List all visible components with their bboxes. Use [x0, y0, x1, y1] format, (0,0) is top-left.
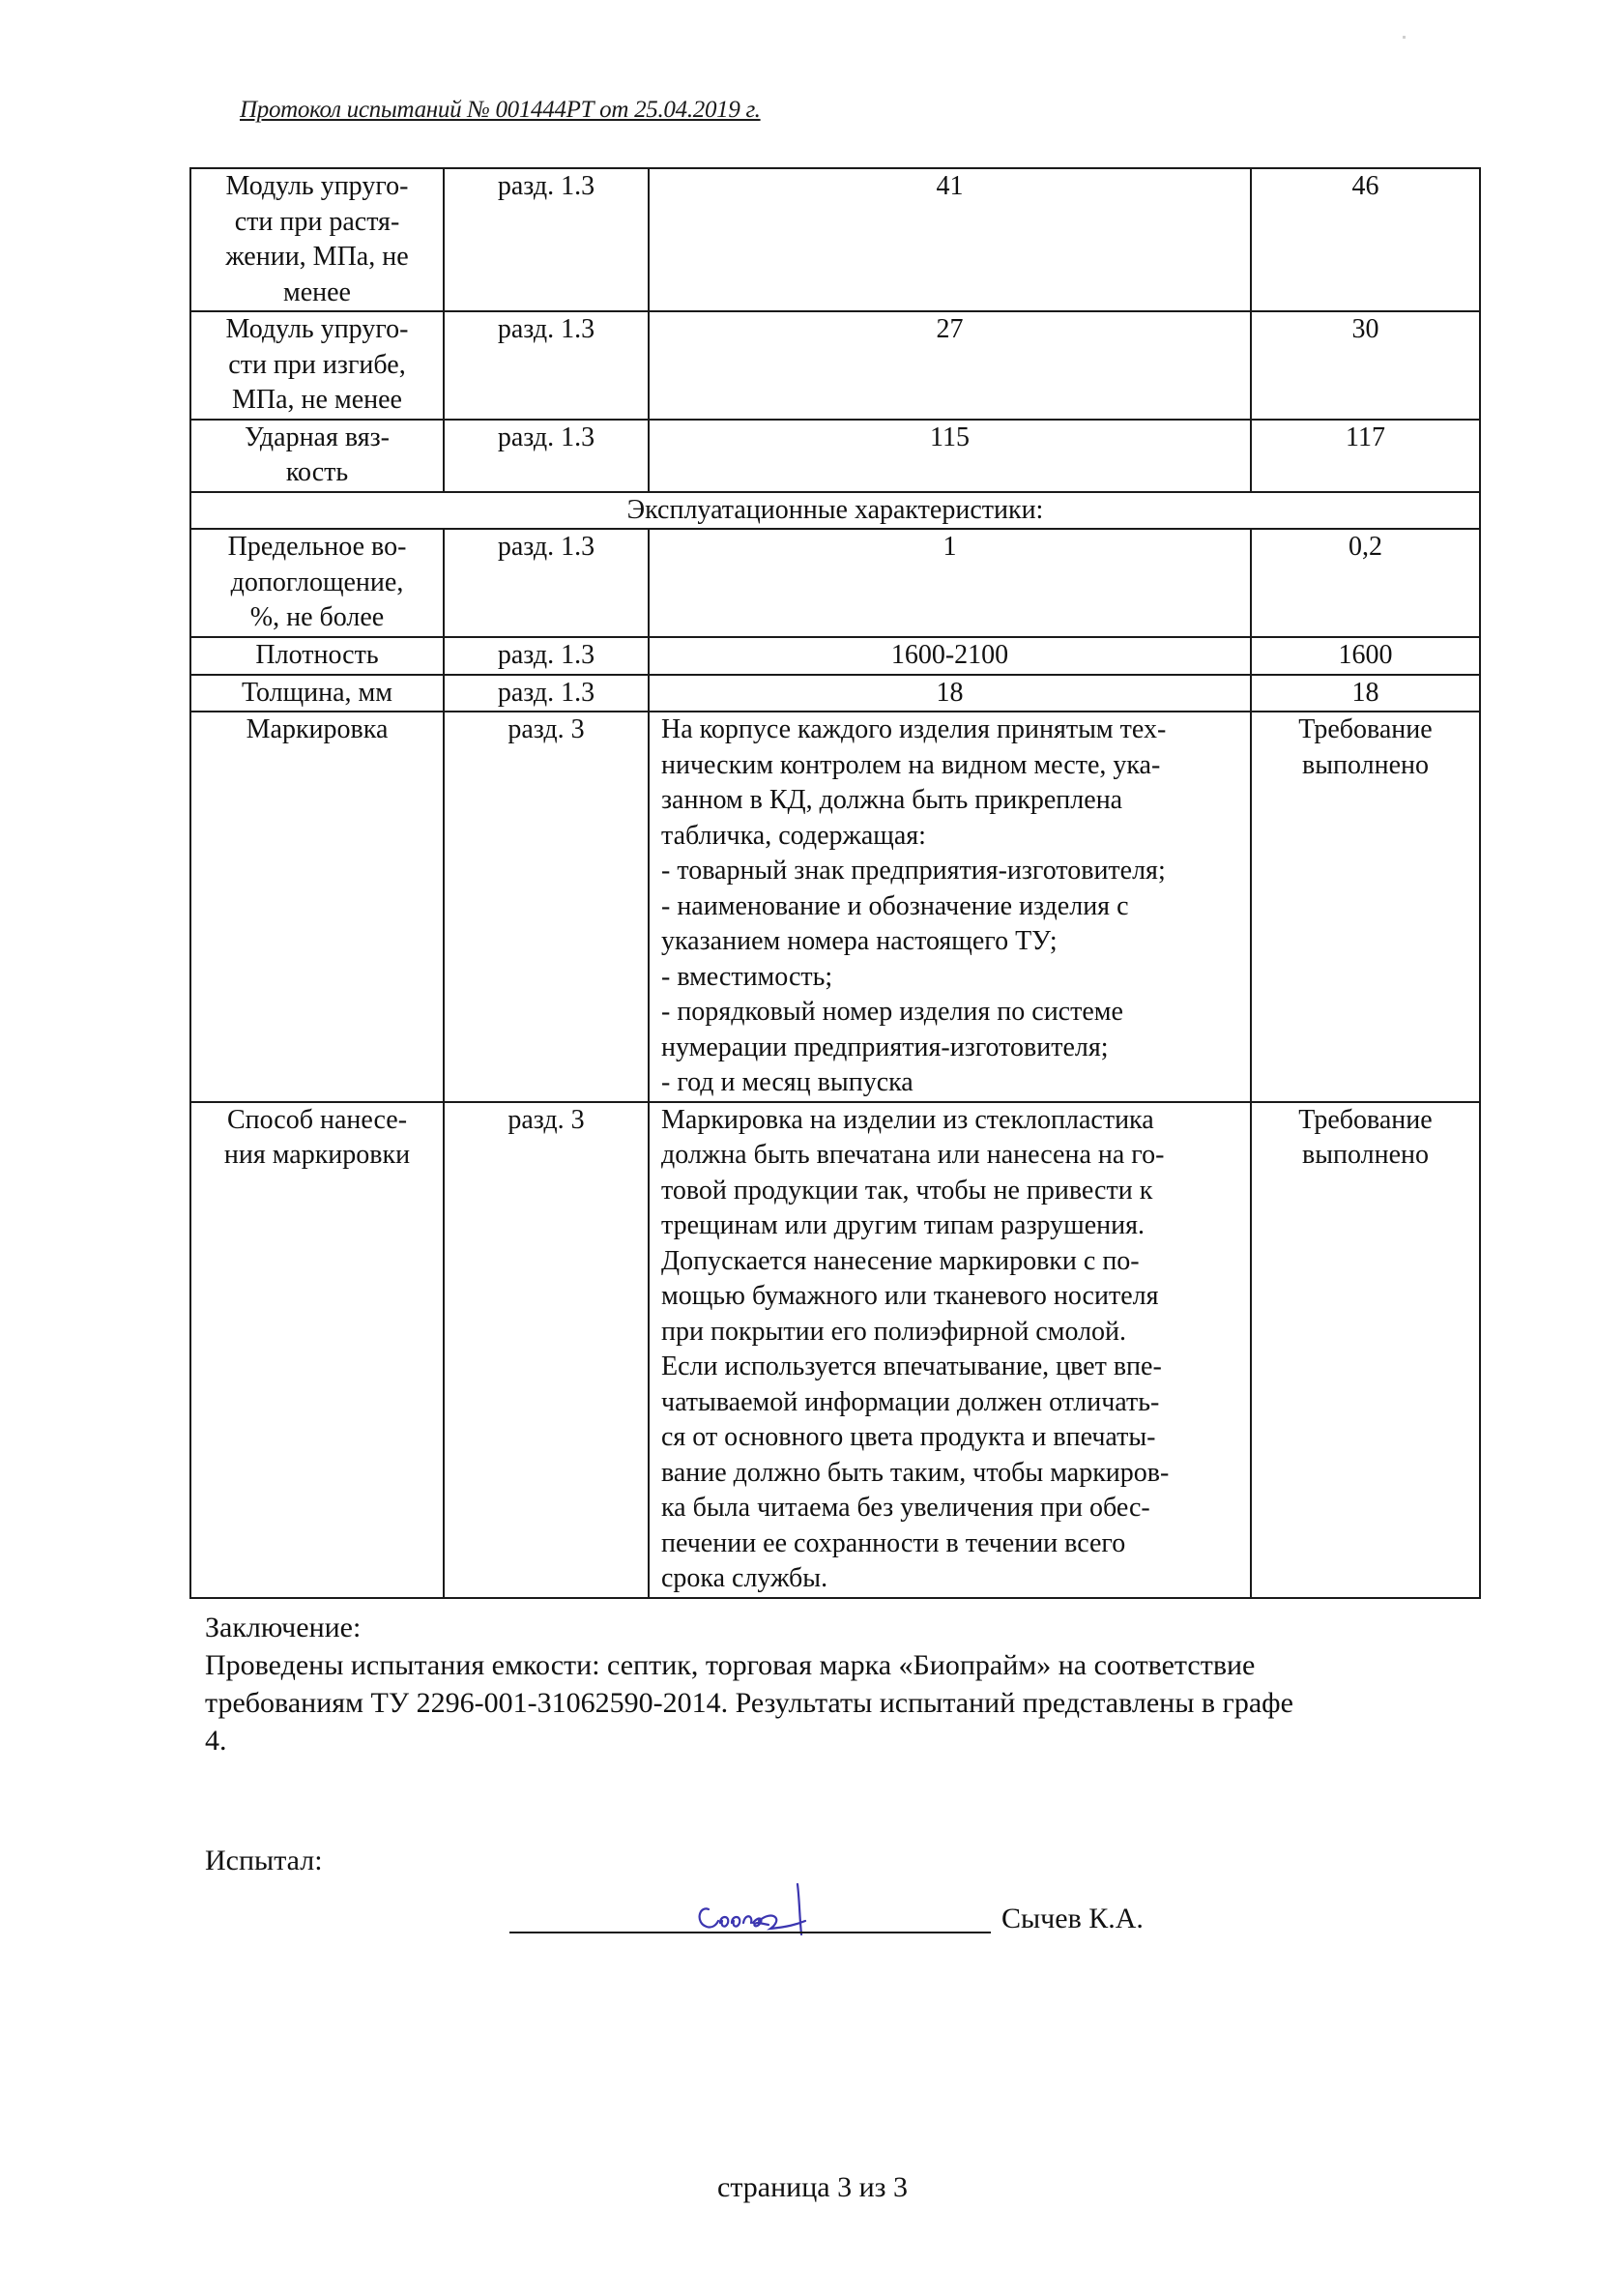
- cell-text-line: Требование: [1298, 1104, 1433, 1135]
- cell-text-line: жении, МПа, не: [225, 242, 409, 272]
- requirement-cell: [649, 168, 1251, 311]
- cell-text-line: 0,2: [1348, 532, 1382, 562]
- parameter-name-cell: [190, 1102, 444, 1598]
- table-row: [190, 637, 1480, 675]
- cell-text-line: - вместимость;: [661, 961, 833, 992]
- cell-text-line: менее: [283, 276, 351, 307]
- requirement-cell: [649, 529, 1251, 637]
- cell-text-line: указанием номера настоящего ТУ;: [661, 926, 1058, 956]
- cell-text-line: 117: [1346, 421, 1385, 452]
- document-section-cell: [444, 637, 649, 675]
- test-results-table: [189, 167, 1481, 1599]
- result-cell: [1251, 420, 1480, 492]
- cell-text-line: ния маркировки: [223, 1140, 411, 1170]
- document-section-cell: [444, 1102, 649, 1598]
- cell-text-line: занном в КД, должна быть прикреплена: [661, 785, 1123, 815]
- cell-text-line: ка была читаема без увеличения при обес-: [661, 1493, 1150, 1523]
- cell-text: разд. 3: [508, 1104, 585, 1135]
- cell-text-line: 46: [1351, 171, 1379, 201]
- cell-text-line: кость: [285, 457, 349, 487]
- cell-text: разд. 1.3: [497, 532, 595, 562]
- requirement-cell: [649, 637, 1251, 675]
- cell-text-line: Способ нанесе-: [226, 1104, 408, 1135]
- cell-text-line: 1600: [1338, 639, 1393, 670]
- requirement-cell: [649, 420, 1251, 492]
- page-number: страница 3 из 3: [717, 2171, 908, 2203]
- table-row: [190, 675, 1480, 712]
- section-heading: Эксплуатационные характеристики:: [190, 492, 1480, 530]
- cell-text-line: печении ее сохранности в течении всего: [661, 1527, 1126, 1558]
- scan-speck: [1403, 36, 1406, 39]
- cell-text-line: при покрытии его полиэфирной смолой.: [661, 1316, 1127, 1347]
- protocol-header: Протокол испытаний № 001444РТ от 25.04.2019 г.: [240, 97, 761, 123]
- cell-text-line: 41: [936, 171, 964, 201]
- document-section-cell: [444, 529, 649, 637]
- cell-text-line: 1: [942, 532, 957, 562]
- cell-text-line: Модуль упруго-: [225, 314, 409, 344]
- cell-text-line: Ударная вяз-: [245, 421, 390, 452]
- table-row: [190, 420, 1480, 492]
- cell-text: разд. 1.3: [497, 421, 595, 452]
- result-cell: [1251, 529, 1480, 637]
- document-section-cell: [444, 712, 649, 1102]
- cell-text-line: сти при растя-: [234, 206, 400, 237]
- cell-text-line: табличка, содержащая:: [661, 820, 926, 851]
- cell-text-line: - год и месяц выпуска: [661, 1067, 914, 1097]
- parameter-name-cell: [190, 529, 444, 637]
- cell-text-line: Модуль упруго-: [225, 171, 409, 201]
- result-cell: [1251, 712, 1480, 1102]
- table-row: [190, 311, 1480, 420]
- document-section-cell: [444, 675, 649, 712]
- cell-text-line: - наименование и обозначение изделия с: [661, 890, 1129, 921]
- table-row: [190, 712, 1480, 1102]
- cell-text-line: 18: [936, 677, 964, 708]
- cell-text-line: 115: [930, 421, 970, 452]
- cell-text-line: трещинам или другим типам разрушения.: [661, 1210, 1145, 1240]
- cell-text: разд. 1.3: [497, 677, 595, 708]
- cell-text: разд. 1.3: [497, 639, 595, 670]
- signature-icon: [691, 1880, 817, 1938]
- requirement-cell: [649, 311, 1251, 420]
- cell-text-line: Плотность: [255, 639, 379, 670]
- cell-text-line: нумерации предприятия-изготовителя;: [661, 1032, 1109, 1062]
- cell-text-line: Допускается нанесение маркировки с по-: [661, 1245, 1140, 1276]
- cell-text-line: срока службы.: [661, 1563, 828, 1593]
- cell-text-line: ся от основного цвета продукта и впечаты-: [661, 1422, 1156, 1452]
- cell-text-line: Требование: [1298, 714, 1433, 744]
- parameter-name-cell: [190, 311, 444, 420]
- cell-text-line: ническим контролем на видном месте, ука-: [661, 749, 1161, 780]
- tester-name: Сычев К.А.: [1001, 1903, 1144, 1934]
- cell-text-line: допоглощение,: [230, 567, 404, 597]
- requirement-cell: [649, 675, 1251, 712]
- cell-text-line: Маркировка: [246, 714, 389, 744]
- parameter-name-cell: [190, 637, 444, 675]
- cell-text-line: Толщина, мм: [242, 677, 392, 708]
- cell-text-line: товой продукции так, чтобы не привести к: [661, 1175, 1153, 1206]
- cell-text: разд. 1.3: [497, 314, 595, 344]
- requirement-cell: [649, 1102, 1251, 1598]
- cell-text-line: 30: [1351, 314, 1379, 344]
- parameter-name-cell: [190, 168, 444, 311]
- parameter-name-cell: [190, 712, 444, 1102]
- cell-text-line: 18: [1351, 677, 1379, 708]
- cell-text-line: мощью бумажного или тканевого носителя: [661, 1281, 1159, 1311]
- section-heading-row: [190, 492, 1480, 530]
- table-row: [190, 168, 1480, 311]
- cell-text-line: Предельное во-: [227, 532, 407, 562]
- cell-text-line: 27: [936, 314, 964, 344]
- conclusion-line: Проведены испытания емкости: септик, торговая марка «Биопрайм» на соответствие: [205, 1649, 1256, 1681]
- signature-line: [509, 1932, 991, 1933]
- cell-text-line: - порядковый номер изделия по системе: [661, 997, 1123, 1027]
- cell-text-line: Маркировка на изделии из стеклопластика: [661, 1104, 1154, 1135]
- document-section-cell: [444, 420, 649, 492]
- cell-text-line: выполнено: [1301, 749, 1430, 780]
- requirement-cell: [649, 712, 1251, 1102]
- result-cell: [1251, 637, 1480, 675]
- cell-text-line: МПа, не менее: [232, 385, 402, 415]
- result-cell: [1251, 168, 1480, 311]
- cell-text-line: сти при изгибе,: [228, 349, 406, 380]
- conclusion-heading: Заключение:: [205, 1612, 362, 1643]
- conclusion-line: 4.: [205, 1725, 227, 1757]
- table-row: [190, 1102, 1480, 1598]
- conclusion-block: [205, 1609, 1481, 1759]
- cell-text-line: На корпусе каждого изделия принятым тех-: [661, 714, 1167, 744]
- cell-text: разд. 1.3: [497, 171, 595, 201]
- document-section-cell: [444, 311, 649, 420]
- result-cell: [1251, 311, 1480, 420]
- cell-text-line: чатываемой информации должен отличать-: [661, 1386, 1160, 1417]
- result-cell: [1251, 675, 1480, 712]
- cell-text-line: %, не более: [249, 602, 385, 632]
- result-cell: [1251, 1102, 1480, 1598]
- cell-text-line: вание должно быть таким, чтобы маркиров-: [661, 1457, 1170, 1488]
- cell-text-line: выполнено: [1301, 1140, 1430, 1170]
- cell-text-line: 1600-2100: [890, 639, 1009, 670]
- conclusion-line: требованиям ТУ 2296-001-31062590-2014. Результаты испытаний представлены в графе: [205, 1687, 1293, 1719]
- cell-text: разд. 3: [508, 714, 585, 744]
- table-row: [190, 529, 1480, 637]
- document-section-cell: [444, 168, 649, 311]
- parameter-name-cell: [190, 420, 444, 492]
- cell-text-line: - товарный знак предприятия-изготовителя;: [661, 856, 1166, 886]
- cell-text-line: Если используется впечатывание, цвет впе-: [661, 1351, 1162, 1381]
- cell-text-line: должна быть впечатана или нанесена на го-: [661, 1140, 1165, 1170]
- parameter-name-cell: [190, 675, 444, 712]
- tester-label: Испытал:: [205, 1845, 323, 1876]
